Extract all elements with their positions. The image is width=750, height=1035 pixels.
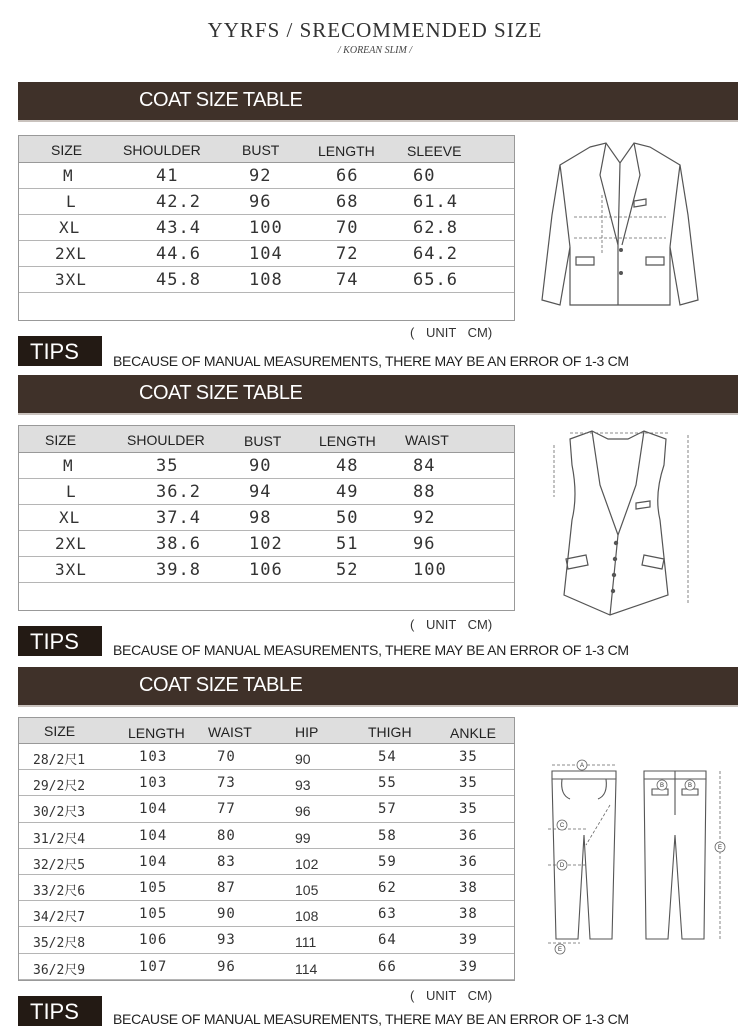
table-cell: 94	[249, 482, 272, 502]
table-cell: 70	[217, 749, 236, 765]
table-cell: 45.8	[156, 270, 201, 290]
table-row	[19, 557, 514, 583]
table-cell: 51	[336, 534, 359, 554]
table-cell: 108	[249, 270, 283, 290]
table-row	[19, 796, 514, 822]
table-row	[19, 901, 514, 927]
tips-badge	[18, 996, 102, 1026]
table-cell: 66	[378, 958, 397, 975]
table-cell: 104	[139, 801, 168, 818]
table-cell: 111	[295, 934, 317, 951]
size-cell: 31/2尺4	[33, 831, 86, 847]
size-table	[18, 135, 515, 321]
size-cell: M	[63, 456, 74, 475]
size-cell: 29/2尺2	[33, 779, 86, 795]
table-row	[19, 531, 514, 557]
table-cell: 93	[217, 932, 236, 949]
table-cell: 38.6	[156, 534, 201, 554]
size-cell: L	[66, 482, 77, 501]
table-row	[19, 215, 514, 241]
table-cell: 41	[156, 166, 179, 186]
table-cell: 60	[413, 166, 436, 186]
marker-label: D	[559, 863, 565, 869]
table-cell: 35	[459, 801, 478, 818]
unit-note: ( UNIT CM)	[410, 617, 493, 632]
size-cell: 34/2尺7	[33, 910, 86, 926]
section-banner	[18, 375, 738, 415]
table-header	[19, 426, 514, 453]
tips-badge	[18, 336, 102, 366]
size-table	[18, 717, 515, 981]
section-banner	[18, 82, 738, 122]
column-header: LENGTH	[319, 433, 376, 449]
table-cell: 64	[378, 932, 397, 949]
column-header: BUST	[244, 433, 282, 449]
tips-label: TIPS	[30, 629, 79, 654]
size-cell: XL	[59, 508, 81, 527]
table-row	[19, 479, 514, 505]
table-cell: 44.6	[156, 244, 201, 264]
banner-title: COAT SIZE TABLE	[139, 89, 303, 111]
table-cell: 103	[139, 775, 168, 792]
table-cell: 102	[295, 855, 319, 872]
table-cell: 36.2	[156, 482, 201, 502]
table-cell: 114	[295, 960, 318, 977]
size-cell: 3XL	[55, 560, 87, 579]
table-cell: 100	[249, 218, 283, 238]
table-cell: 65.6	[413, 270, 458, 290]
table-cell: 35	[156, 456, 179, 476]
table-cell: 72	[336, 244, 359, 264]
trousers-diagram-icon	[540, 755, 735, 955]
table-row	[19, 823, 514, 849]
table-cell: 48	[336, 456, 359, 476]
suit-jacket-diagram-icon	[530, 135, 710, 315]
table-cell: 39	[459, 932, 478, 949]
table-cell: 100	[413, 560, 447, 580]
table-cell: 104	[249, 244, 283, 264]
table-cell: 38	[459, 906, 478, 923]
column-header: SIZE	[45, 432, 77, 448]
table-row	[19, 505, 514, 531]
tips-text: BECAUSE OF MANUAL MEASUREMENTS, THERE MAY BE AN ERROR OF 1-3 CM	[113, 353, 629, 369]
table-cell: 96	[295, 803, 311, 820]
table-row	[19, 849, 514, 875]
size-cell: 33/2尺6	[33, 884, 86, 899]
table-cell: 93	[295, 777, 311, 794]
table-cell: 87	[217, 880, 236, 896]
table-row	[19, 189, 514, 215]
table-cell: 103	[139, 749, 168, 765]
table-cell: 88	[413, 482, 436, 502]
table-cell: 105	[295, 882, 319, 898]
size-cell: 32/2尺5	[33, 857, 86, 873]
tips-label: TIPS	[30, 339, 79, 364]
column-header: LENGTH	[128, 725, 185, 741]
size-cell: L	[66, 192, 77, 211]
table-row	[19, 875, 514, 901]
size-cell: 2XL	[55, 244, 87, 263]
table-row	[19, 770, 514, 796]
table-cell: 99	[295, 829, 311, 846]
table-cell: 49	[336, 482, 359, 502]
table-cell: 90	[217, 906, 236, 923]
table-header	[19, 718, 514, 744]
marker-label: E	[557, 947, 563, 953]
section-banner	[18, 667, 738, 707]
table-cell: 90	[295, 751, 311, 767]
marker-label: C	[559, 823, 565, 829]
size-cell: XL	[59, 218, 81, 237]
table-cell: 39	[459, 958, 478, 975]
tips-label: TIPS	[30, 999, 79, 1024]
table-cell: 35	[459, 775, 478, 792]
unit-note: ( UNIT CM)	[410, 988, 493, 1003]
banner-title: COAT SIZE TABLE	[139, 674, 303, 696]
marker-label: E	[717, 845, 723, 851]
size-cell: 36/2尺9	[33, 962, 86, 978]
table-cell: 106	[249, 560, 283, 580]
table-cell: 106	[139, 932, 168, 949]
table-cell: 83	[217, 853, 236, 870]
table-cell: 104	[139, 853, 168, 870]
table-cell: 96	[249, 192, 272, 212]
table-cell: 70	[336, 218, 359, 238]
table-cell: 36	[459, 853, 478, 870]
marker-label: A	[579, 763, 585, 769]
table-row	[19, 744, 514, 770]
table-row	[19, 163, 514, 189]
table-cell: 84	[413, 456, 436, 476]
table-cell: 90	[249, 456, 272, 476]
unit-note: ( UNIT CM)	[410, 325, 493, 340]
table-cell: 96	[413, 534, 436, 554]
table-cell: 58	[378, 827, 397, 844]
table-cell: 92	[249, 166, 272, 186]
table-cell: 108	[295, 908, 319, 925]
table-row	[19, 267, 514, 293]
tips-text: BECAUSE OF MANUAL MEASUREMENTS, THERE MAY BE AN ERROR OF 1-3 CM	[113, 1011, 629, 1027]
table-cell: 39.8	[156, 560, 201, 580]
size-cell: M	[63, 166, 74, 185]
size-cell: 3XL	[55, 270, 87, 289]
column-header: WAIST	[405, 432, 449, 448]
column-header: HIP	[295, 724, 319, 740]
column-header: BUST	[242, 142, 280, 158]
column-header: SHOULDER	[127, 432, 205, 448]
table-row	[19, 927, 514, 953]
size-table	[18, 425, 515, 611]
table-cell: 62	[378, 880, 397, 896]
marker-label: B	[687, 783, 693, 789]
size-cell: 35/2尺8	[33, 936, 86, 952]
column-header: SIZE	[44, 723, 76, 739]
table-cell: 36	[459, 827, 478, 844]
table-cell: 62.8	[413, 218, 458, 238]
table-cell: 42.2	[156, 192, 201, 212]
table-row	[19, 954, 514, 980]
page-subtitle: / KOREAN SLIM /	[337, 45, 413, 56]
size-cell: 2XL	[55, 534, 87, 553]
column-header: SHOULDER	[123, 142, 201, 158]
table-cell: 77	[217, 801, 236, 818]
table-cell: 96	[217, 958, 236, 975]
size-cell: 28/2尺1	[33, 753, 86, 768]
page-title: YYRFS / SRECOMMENDED SIZE	[207, 18, 543, 42]
table-cell: 102	[249, 534, 283, 554]
column-header: LENGTH	[318, 143, 375, 159]
table-cell: 43.4	[156, 218, 201, 238]
table-cell: 37.4	[156, 508, 201, 528]
column-header: ANKLE	[450, 725, 496, 741]
table-row	[19, 453, 514, 479]
vest-diagram-icon	[540, 425, 705, 620]
table-cell: 61.4	[413, 192, 458, 212]
table-cell: 54	[378, 749, 397, 765]
table-cell: 80	[217, 827, 236, 844]
column-header: THIGH	[368, 724, 412, 740]
marker-label: B	[659, 783, 665, 789]
table-cell: 63	[378, 906, 397, 923]
table-cell: 73	[217, 775, 236, 792]
table-header	[19, 136, 514, 163]
column-header: SLEEVE	[407, 143, 462, 159]
table-cell: 98	[249, 508, 272, 528]
column-header: SIZE	[51, 142, 83, 158]
table-cell: 66	[336, 166, 359, 186]
table-cell: 59	[378, 853, 397, 870]
column-header: WAIST	[208, 724, 252, 740]
table-cell: 64.2	[413, 244, 458, 264]
table-cell: 104	[139, 827, 168, 844]
table-cell: 107	[139, 958, 168, 975]
table-cell: 55	[378, 775, 397, 792]
table-row	[19, 241, 514, 267]
tips-text: BECAUSE OF MANUAL MEASUREMENTS, THERE MAY BE AN ERROR OF 1-3 CM	[113, 642, 629, 658]
table-cell: 52	[336, 560, 359, 580]
banner-title: COAT SIZE TABLE	[139, 382, 303, 404]
table-cell: 105	[139, 880, 168, 896]
table-cell: 92	[413, 508, 436, 528]
size-cell: 30/2尺3	[33, 805, 86, 821]
table-cell: 50	[336, 508, 359, 528]
table-cell: 57	[378, 801, 397, 818]
table-cell: 35	[459, 749, 478, 765]
table-cell: 105	[139, 906, 168, 923]
tips-badge	[18, 626, 102, 656]
table-cell: 68	[336, 192, 359, 212]
table-cell: 38	[459, 880, 478, 896]
table-cell: 74	[336, 270, 359, 290]
